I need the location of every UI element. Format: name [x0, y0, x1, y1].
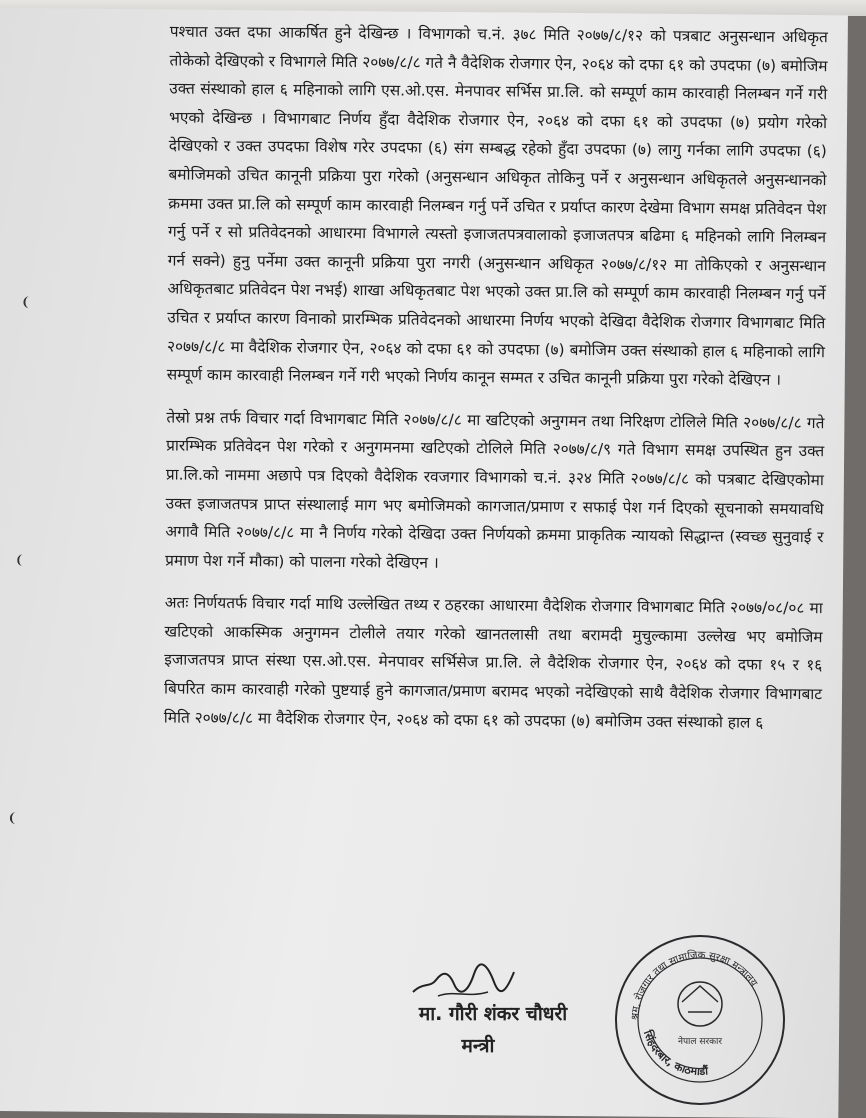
svg-text:श्रम, रोजगार तथा सामाजिक सुरक्: श्रम, रोजगार तथा सामाजिक सुरक्षा मन्त्रालय — [629, 949, 760, 1021]
binder-hole — [10, 812, 22, 824]
signatory-title: मन्त्री — [461, 1035, 495, 1057]
official-seal — [612, 932, 788, 1108]
handwritten-signature — [408, 962, 518, 1002]
paragraph: पश्चात उक्त दफा आकर्षित हुने देखिन्छ । विभागको च.नं. ३७८ मिति २०७७/८/१२ को पत्रबाट अनुसन्धान अधिकृत तोकेको देखिएको र विभागले मिति २०७७/८/८ गते नै वैदेशिक रोजगार ऐन, २०६४ को दफा ६१ को उपदफा (७) बमोजिम उक्त संस्थाको हाल ६ महिनाको लागि एस.ओ.एस. मेनपावर सर्भिस प्रा.लि. को सम्पूर्ण काम कारवाही निलम्बन गर्ने गरी भएको देखिन्छ । विभागबाट निर्णय हुँदा वैदेशिक रोजगार ऐन, २०६४ को दफा ६१ को उपदफा (७) प्रयोग गरेको देखिएको र उक्त उपदफा विशेष गरेर उपदफा (६) संग सम्बद्ध रहेको हुँदा उपदफा (७) लागु गर्नका लागि उपदफा (६) बमोजिमको उचित कानूनी प्रक्रिया पुरा गरेको (अनुसन्धान अधिकृत तोकिनु पर्ने र अनुसन्धान अधिकृतले अनुसन्धानको क्रममा उक्त प्रा.लि को सम्पूर्ण काम कारवाही निलम्बन गर्नु पर्ने उचित र प्रर्याप्त कारण देखेमा विभाग समक्ष प्रतिवेदन पेश गर्नु पर्ने र सो प्रतिवेदनको आधारमा विभागले त्यस्तो इजाजतपत्रवालाको इजाजतपत्र बढिमा ६ महिनको लागि निलम्बन गर्न सक्ने) हुनु पर्नेमा उक्त कानूनी प्रक्रिया पुरा नगरी (अनुसन्धान अधिकृत २०७७/८/१२ मा तोकिएको र अनुसन्धान अधिकृतबाट प्रतिवेदन पेश नभई) शाखा अधिकृतबाट पेश भएको उक्त प्रा.लि को सम्पूर्ण काम कारवाही निलम्बन गर्नु पर्ने उचित र प्रर्याप्त कारण विनाको प्रारम्भिक प्रतिवेदनको आधारमा निर्णय भएको देखिदा वैदेशिक रोजगार विभागबाट मिति २०७७/८/८ मा वैदेशिक रोजगार ऐन, २०६४ को दफा ६१ को उपदफा (७) बमोजिम उक्त संस्थाको हाल ६ महिनाको लागि सम्पूर्ण काम कारवाही निलम्बन गर्ने गरी भएको निर्णय कानून सम्मत र उचित कानूनी प्रक्रिया पुरा गरेको देखिएन । — [166, 22, 828, 389]
binder-hole — [17, 554, 29, 566]
svg-text:सिंहदरबार, काठमाडौं: सिंहदरबार, काठमाडौं — [640, 1028, 709, 1079]
svg-text:नेपाल सरकार: नेपाल सरकार — [677, 1037, 723, 1047]
paragraph: तेस्रो प्रश्न तर्फ विचार गर्दा विभागबाट मिति २०७७/८/८ मा खटिएको अनुगमन तथा निरिक्षण टोलिले मिति २०७७/८/८ गते प्रारम्भिक प्रतिवेदन पेश गरेको र अनुगमनमा खटिएको टोलिले मिति २०७७/८/९ गते विभाग समक्ष उपस्थित हुन उक्त प्रा.लि.को नाममा अछापे पत्र दिएको वैदेशिक रवजगार विभागको च.नं. ३२४ मिति २०७७/८/८ को पत्रबाट देखिएकोमा उक्त इजाजतपत्र प्राप्त संस्थालाई माग भए बमोजिमको कागजात/प्रमाण र सफाई पेश गर्न दिएको सूचनाको समयावधि अगावै मिति २०७७/८/८ मा नै निर्णय गरेको देखिदा उक्त निर्णयको क्रममा प्राकृतिक न्यायको सिद्धान्त (स्वच्छ सुनुवाई र प्रमाण पेश गर्ने मौका) को पालना गरेको देखिएन । — [165, 408, 825, 572]
document-body — [164, 17, 828, 737]
paragraph: अतः निर्णयतर्फ विचार गर्दा माथि उल्लेखित तथ्य र ठहरका आधारमा वैदेशिक रोजगार विभागबाट मिति २०७७/०८/०८ मा खटिएको आकस्मिक अनुगमन टोलीले तयार गरेको खानतलासी तथा बरामदी मुचुल्कामा उल्लेख भए बमोजिम इजाजतपत्र प्राप्त संस्था एस.ओ.एस. मेनपावर सर्भिसेज प्रा.लि. ले वैदेशिक रोजगार ऐन, २०६४ को दफा १५ र १६ बिपरित काम कारवाही गरेको पुष्टयाई हुने कागजात/प्रमाण बरामद भएको नदेखिएको साथै वैदेशिक रोजगार विभागबाट मिति २०७७/८/८ मा वैदेशिक रोजगार ऐन, २०६४ को दफा ६१ को उपदफा (७) बमोजिम उक्त संस्थाको हाल ६ — [163, 593, 823, 732]
signature-block — [378, 962, 608, 1082]
binder-hole — [23, 296, 35, 308]
signatory-name: मा. गौरी शंकर चौधरी — [418, 1003, 568, 1025]
